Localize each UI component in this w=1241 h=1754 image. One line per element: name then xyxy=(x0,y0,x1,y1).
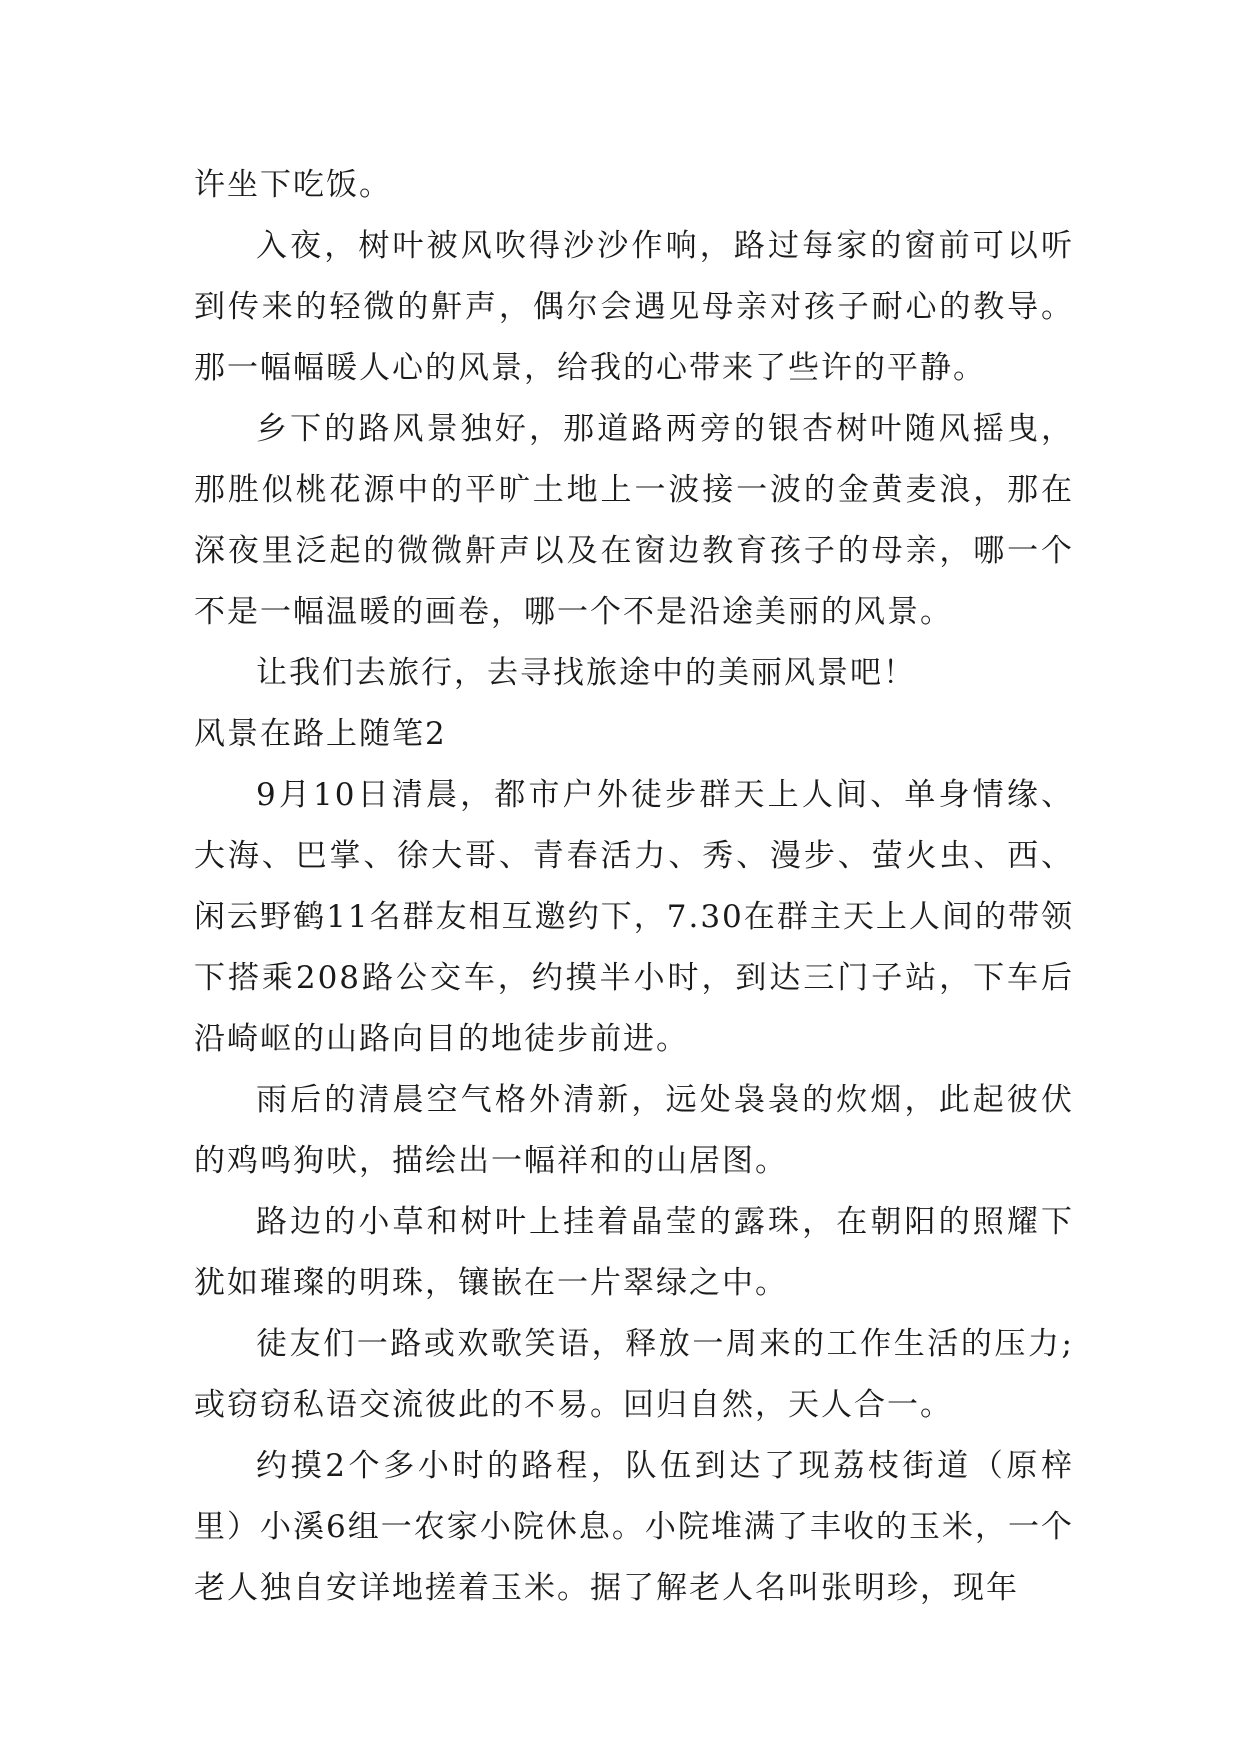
paragraph: 乡下的路风景独好，那道路两旁的银杏树叶随风摇曳，那胜似桃花源中的平旷土地上一波接一波的金黄麦浪，那在深夜里泛起的微微鼾声以及在窗边教育孩子的母亲，哪一个不是一幅温暖的画卷，哪一个不是沿途美丽的风景。 xyxy=(194,411,1074,630)
paragraph: 入夜，树叶被风吹得沙沙作响，路过每家的窗前可以听到传来的轻微的鼾声，偶尔会遇见母亲对孩子耐心的教导。那一幅幅暖人心的风景，给我的心带来了些许的平静。 xyxy=(194,228,1074,386)
paragraph: 约摸2个多小时的路程，队伍到达了现荔枝街道（原梓里）小溪6组一农家小院休息。小院堆满了丰收的玉米，一个老人独自安详地搓着玉米。据了解老人名叫张明珍，现年 xyxy=(194,1448,1074,1606)
document-body xyxy=(194,155,1074,1619)
paragraph: 9月10日清晨，都市户外徒步群天上人间、单身情缘、大海、巴掌、徐大哥、青春活力、秀、漫步、萤火虫、西、闲云野鹤11名群友相互邀约下，7.30在群主天上人间的带领下搭乘208路公交车，约摸半小时，到达三门子站，下车后沿崎岖的山路向目的地徒步前进。 xyxy=(194,777,1074,1057)
paragraph: 雨后的清晨空气格外清新，远处袅袅的炊烟，此起彼伏的鸡鸣狗吠，描绘出一幅祥和的山居图。 xyxy=(194,1082,1074,1179)
section-heading: 风景在路上随笔2 xyxy=(194,716,447,752)
paragraph: 徒友们一路或欢歌笑语，释放一周来的工作生活的压力;或窃窃私语交流彼此的不易。回归自然，天人合一。 xyxy=(194,1326,1074,1423)
paragraph: 路边的小草和树叶上挂着晶莹的露珠，在朝阳的照耀下犹如璀璨的明珠，镶嵌在一片翠绿之中。 xyxy=(194,1204,1074,1301)
paragraph-continuation: 许坐下吃饭。 xyxy=(194,167,392,203)
paragraph: 让我们去旅行，去寻找旅途中的美丽风景吧！ xyxy=(256,655,916,691)
